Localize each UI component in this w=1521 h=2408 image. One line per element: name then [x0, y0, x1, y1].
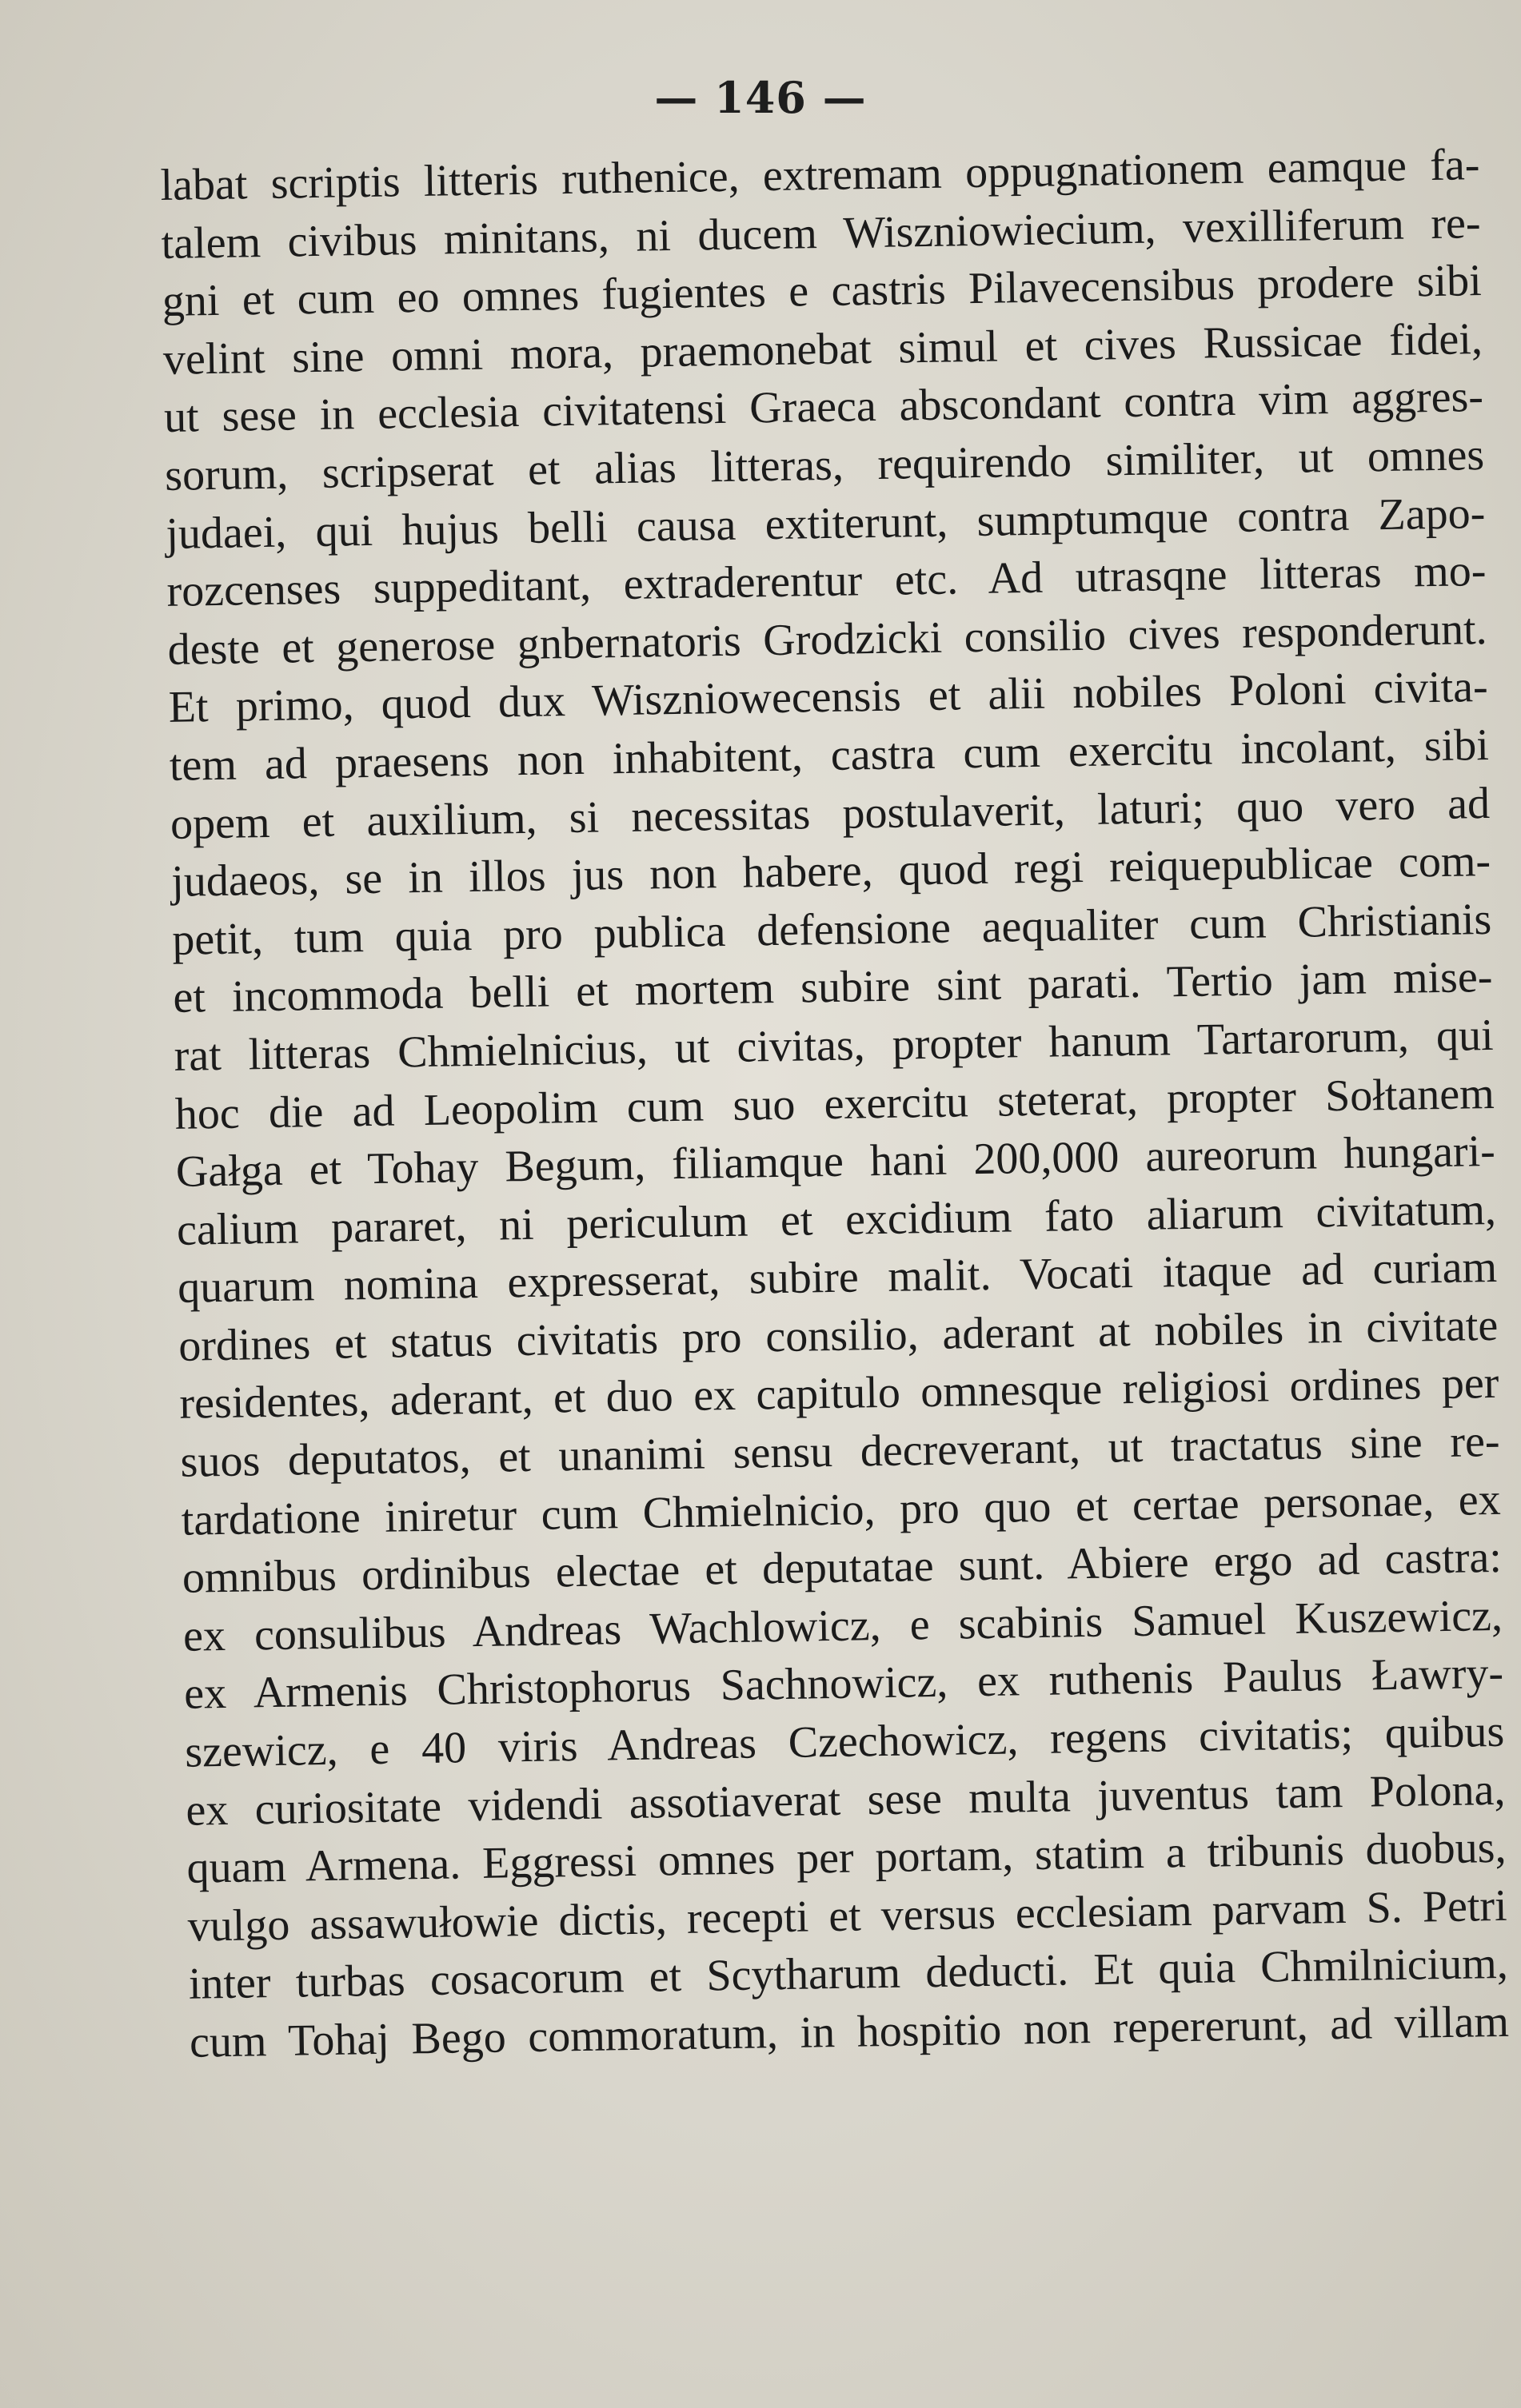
- page-number: — 146 —: [654, 72, 867, 123]
- text-line: labat scriptis litteris ruthenice, extremam oppugnationem eamque fa-: [160, 140, 1480, 210]
- text-line: omnibus ordinibus electae et deputatae sunt. Abiere ergo ad castra:: [182, 1533, 1503, 1604]
- text-line: et incommoda belli et mortem subire sint parati. Tertio jam mise-: [173, 952, 1493, 1023]
- text-line: ut sese in ecclesia civitatensi Graeca abscondant contra vim aggres-: [163, 372, 1484, 443]
- text-line: talem civibus minitans, ni ducem Wiszniowiecium, vexilliferum re-: [161, 197, 1481, 269]
- text-line: vulgo assawułowie dictis, recepti et versus ecclesiam parvam S. Petri: [187, 1880, 1508, 1952]
- text-line: residentes, aderant, et duo ex capitulo omnesque religiosi ordines per: [179, 1358, 1499, 1429]
- text-line: hoc die ad Leopolim cum suo exercitu steterat, propter Sołtanem: [174, 1068, 1495, 1139]
- text-line: quarum nomina expresserat, subire malit. Vocati itaque ad curiam: [177, 1242, 1498, 1314]
- text-line: szewicz, e 40 viris Andreas Czechowicz, regens civitatis; quibus: [184, 1706, 1505, 1777]
- text-line: judaeos, se in illos jus non habere, quod regi reiquepublicae com-: [170, 836, 1491, 907]
- text-line: inter turbas cosacorum et Scytharum deducti. Et quia Chmilnicium,: [188, 1939, 1509, 2010]
- text-line: tem ad praesens non inhabitent, castra cum exercitu incolant, sibi: [169, 720, 1490, 791]
- text-line: tardatione iniretur cum Chmielnicio, pro quo et certae personae, ex: [181, 1474, 1502, 1545]
- text-line: ordines et status civitatis pro consilio, aderant at nobiles in civitate: [178, 1300, 1499, 1371]
- text-line: judaei, qui hujus belli causa extiterunt, sumptumque contra Zapo-: [165, 488, 1486, 559]
- text-line: sorum, scripserat et alias litteras, requirendo similiter, ut omnes: [164, 430, 1485, 500]
- text-line: ex Armenis Christophorus Sachnowicz, ex ruthenis Paulus Ławry-: [183, 1649, 1504, 1720]
- text-line: velint sine omni mora, praemonebat simul et cives Russicae fidei,: [162, 313, 1483, 385]
- text-line: cum Tohaj Bego commoratum, in hospitio non repererunt, ad villam: [189, 1996, 1510, 2067]
- text-line: ex consulibus Andreas Wachlowicz, e scabinis Samuel Kuszewicz,: [182, 1590, 1503, 1661]
- text-line: rat litteras Chmielnicius, ut civitas, propter hanum Tartarorum, qui: [174, 1010, 1494, 1081]
- text-line: petit, tum quia pro publica defensione aequaliter cum Christianis: [171, 894, 1492, 965]
- text-line: calium pararet, ni periculum et excidium fato aliarum civitatum,: [176, 1184, 1497, 1255]
- text-line: suos deputatos, et unanimi sensu decreverant, ut tractatus sine re-: [180, 1416, 1500, 1487]
- text-line: quam Armena. Eggressi omnes per portam, statim a tribunis duobus,: [186, 1823, 1507, 1893]
- text-line: rozcenses suppeditant, extraderentur etc. Ad utrasqne litteras mo-: [166, 546, 1487, 617]
- text-line: deste et generose gnbernatoris Grodzicki consilio cives responderunt.: [167, 604, 1487, 675]
- text-line: Gałga et Tohay Begum, filiamque hani 200,000 aureorum hungari-: [175, 1126, 1496, 1197]
- text-line: Et primo, quod dux Wiszniowecensis et alii nobiles Poloni civita-: [168, 662, 1489, 733]
- text-line: opem et auxilium, si necessitas postulaverit, laturi; quo vero ad: [170, 778, 1491, 849]
- body-text: [160, 136, 1509, 2071]
- text-line: ex curiositate videndi assotiaverat sese multa juventus tam Polona,: [186, 1764, 1506, 1836]
- text-line: gni et cum eo omnes fugientes e castris Pilavecensibus prodere sibi: [162, 256, 1483, 327]
